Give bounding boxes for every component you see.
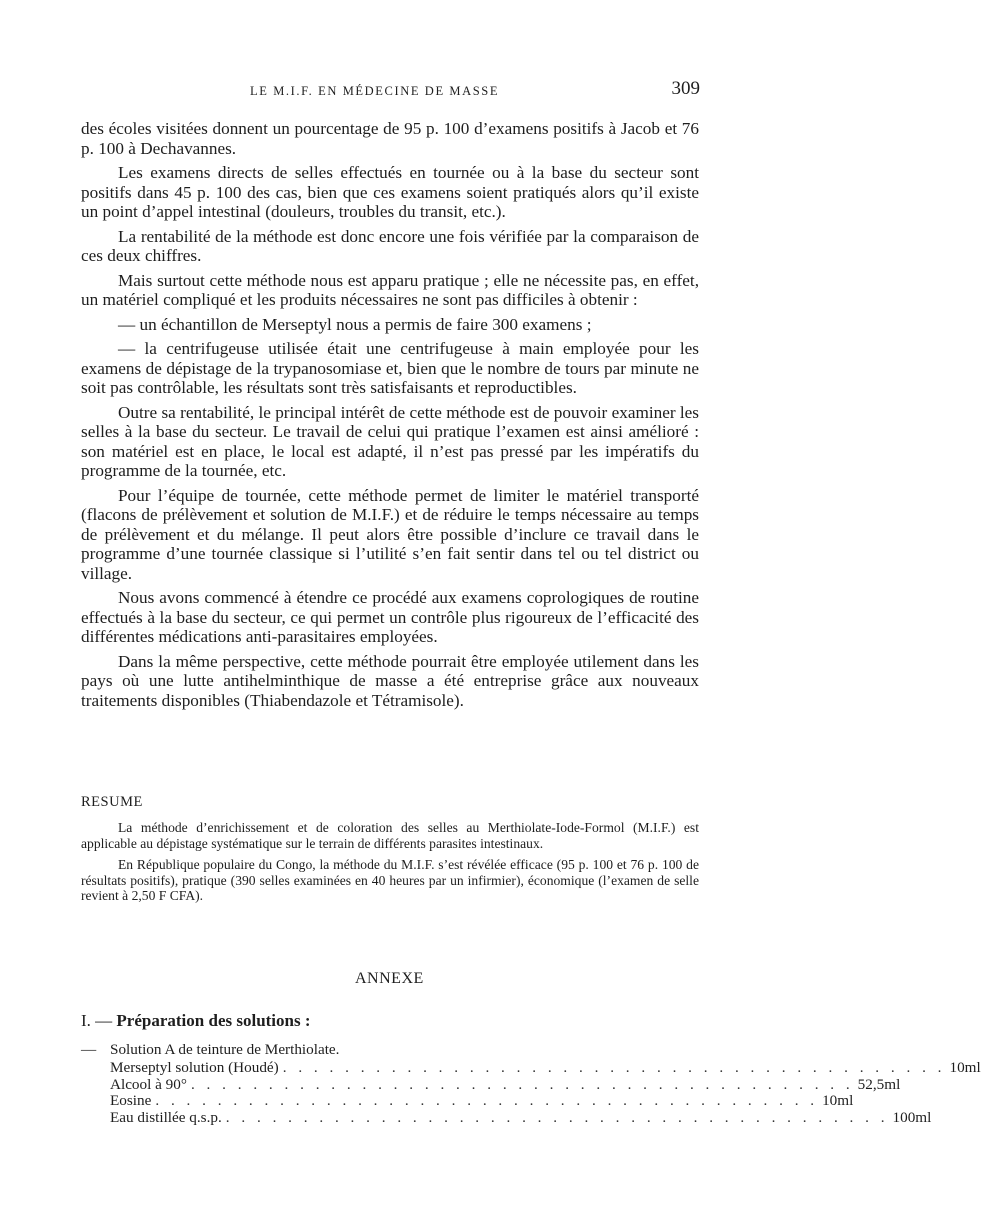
paragraph-9: Nous avons commencé à étendre ce procédé aux examens coprologiques de routine effectués à la base du secteur, ce qui permet un contrôle plus rigoureux de l’efficacité des différentes médications anti-parasitaires employées. bbox=[81, 588, 699, 646]
section-number: I. — bbox=[81, 1011, 113, 1030]
ingredient-unit: ml bbox=[964, 1059, 981, 1076]
paragraph-7: Outre sa rentabilité, le principal intérêt de cette méthode est de pouvoir examiner les selles à la base du secteur. Le travail de celui qui pratique l’examen est ainsi amélioré : son matériel est en place, le local est adapté, il n’est pas pressé par les impératifs du programme de la tournée, etc. bbox=[81, 402, 699, 480]
resume-heading: RESUME bbox=[81, 794, 143, 810]
leader-dots: . . . . . . . . . . . . . . . . . . . . . . . . . . . . . . . . . . . . . . . . . . . bbox=[190, 1075, 854, 1093]
ingredient-name: Merseptyl solution (Houdé) bbox=[110, 1059, 279, 1076]
resume-paragraph-2: En République populaire du Congo, la méthode du M.I.F. s’est révélée efficace (95 p. 100 et 76 p. 100 de résultats positifs), pratique (390 selles examinées en 40 heures par un infirmier), économique (l’examen de selle revient à 2,50 F CFA). bbox=[81, 857, 699, 904]
ingredient-unit: ml bbox=[915, 1108, 932, 1126]
leader-dots: . . . . . . . . . . . . . . . . . . . . . . . . . . . . . . . . . . . . . . . . . . . bbox=[282, 1059, 946, 1076]
ingredient-row bbox=[110, 1092, 854, 1110]
solution-line bbox=[81, 1041, 339, 1059]
ingredient-unit: ml bbox=[884, 1075, 901, 1093]
ingredient-quantity: 100 bbox=[892, 1108, 916, 1126]
ingredient-quantity: 10 bbox=[822, 1092, 838, 1110]
annexe-heading: ANNEXE bbox=[355, 970, 424, 987]
paragraph-10: Dans la même perspective, cette méthode pourrait être employée utilement dans les pays où une lutte antihelminthique de masse a été entreprise grâce aux nouveaux traitements disponibles (Thiabendazole et Tétramisole). bbox=[81, 651, 699, 710]
ingredient-row bbox=[110, 1108, 932, 1127]
resume-section bbox=[81, 820, 699, 910]
paragraph-1: des écoles visitées donnent un pourcentage de 95 p. 100 d’examens positifs à Jacob et 76 p. 100 à Dechavannes. bbox=[81, 119, 699, 158]
list-item-merseptyl: — un échantillon de Merseptyl nous a permis de faire 300 examens ; bbox=[118, 314, 592, 334]
body-text bbox=[81, 119, 699, 715]
leader-dots: . . . . . . . . . . . . . . . . . . . . . . . . . . . . . . . . . . . . . . . . . . . bbox=[225, 1108, 889, 1126]
solution-label: Solution A de teinture de Merthiolate. bbox=[110, 1041, 340, 1058]
ingredient-unit: ml bbox=[837, 1092, 854, 1110]
ingredient-row bbox=[110, 1059, 981, 1077]
ingredient-quantity: 10 bbox=[949, 1059, 965, 1076]
page-number: 309 bbox=[671, 78, 700, 99]
solution-dash: — bbox=[81, 1041, 97, 1058]
resume-paragraph-1: La méthode d’enrichissement et de coloration des selles au Merthiolate-Iode-Formol (M.I.F.) est applicable au dépistage systématique sur le terrain de différents parasites intestinaux. bbox=[81, 820, 699, 851]
ingredient-row bbox=[110, 1075, 901, 1094]
paragraph-2: Les examens directs de selles effectués en tournée ou à la base du secteur sont positifs dans 45 p. 100 des cas, bien que ces examens soient pratiqués alors qu’il existe un point d’appel intestinal (douleurs, troubles du transit, etc.). bbox=[81, 163, 699, 221]
ingredient-name: Eau distillée q.s.p. bbox=[110, 1108, 222, 1126]
running-head: LE M.I.F. EN MÉDECINE DE MASSE bbox=[250, 84, 500, 98]
ingredient-list bbox=[110, 1059, 981, 1126]
paragraph-8: Pour l’équipe de tournée, cette méthode permet de limiter le matériel transporté (flacons de prélèvement et solution de M.I.F.) et de réduire le temps nécessaire au temps de prélèvement et du mélange. Il peut alors être possible d’inclure ce travail dans le programme d’une tournée classique si l’utilité s’en fait sentir dans tel ou tel district ou village. bbox=[81, 485, 699, 583]
leader-dots: . . . . . . . . . . . . . . . . . . . . . . . . . . . . . . . . . . . . . . . . . . . bbox=[155, 1092, 819, 1110]
paragraph-3: La rentabilité de la méthode est donc encore une fois vérifiée par la comparaison de ces deux chiffres. bbox=[81, 226, 699, 265]
section-title: Préparation des solutions : bbox=[116, 1011, 311, 1030]
ingredient-quantity: 52,5 bbox=[857, 1075, 885, 1093]
section-heading bbox=[81, 1011, 311, 1031]
paragraph-4: Mais surtout cette méthode nous est apparu pratique ; elle ne nécessite pas, en effet, un matériel compliqué et les produits nécessaires ne sont pas difficiles à obtenir : bbox=[81, 270, 699, 309]
ingredient-name: Eosine bbox=[110, 1092, 152, 1110]
ingredient-name: Alcool à 90° bbox=[110, 1075, 187, 1093]
list-item-centrifugeuse: — la centrifugeuse utilisée était une centrifugeuse à main employée pour les examens de dépistage de la trypanosomiase et, bien que le nombre de tours par minute ne soit pas contrôlable, les résultats sont très satisfaisants et reproductibles. bbox=[81, 339, 699, 397]
